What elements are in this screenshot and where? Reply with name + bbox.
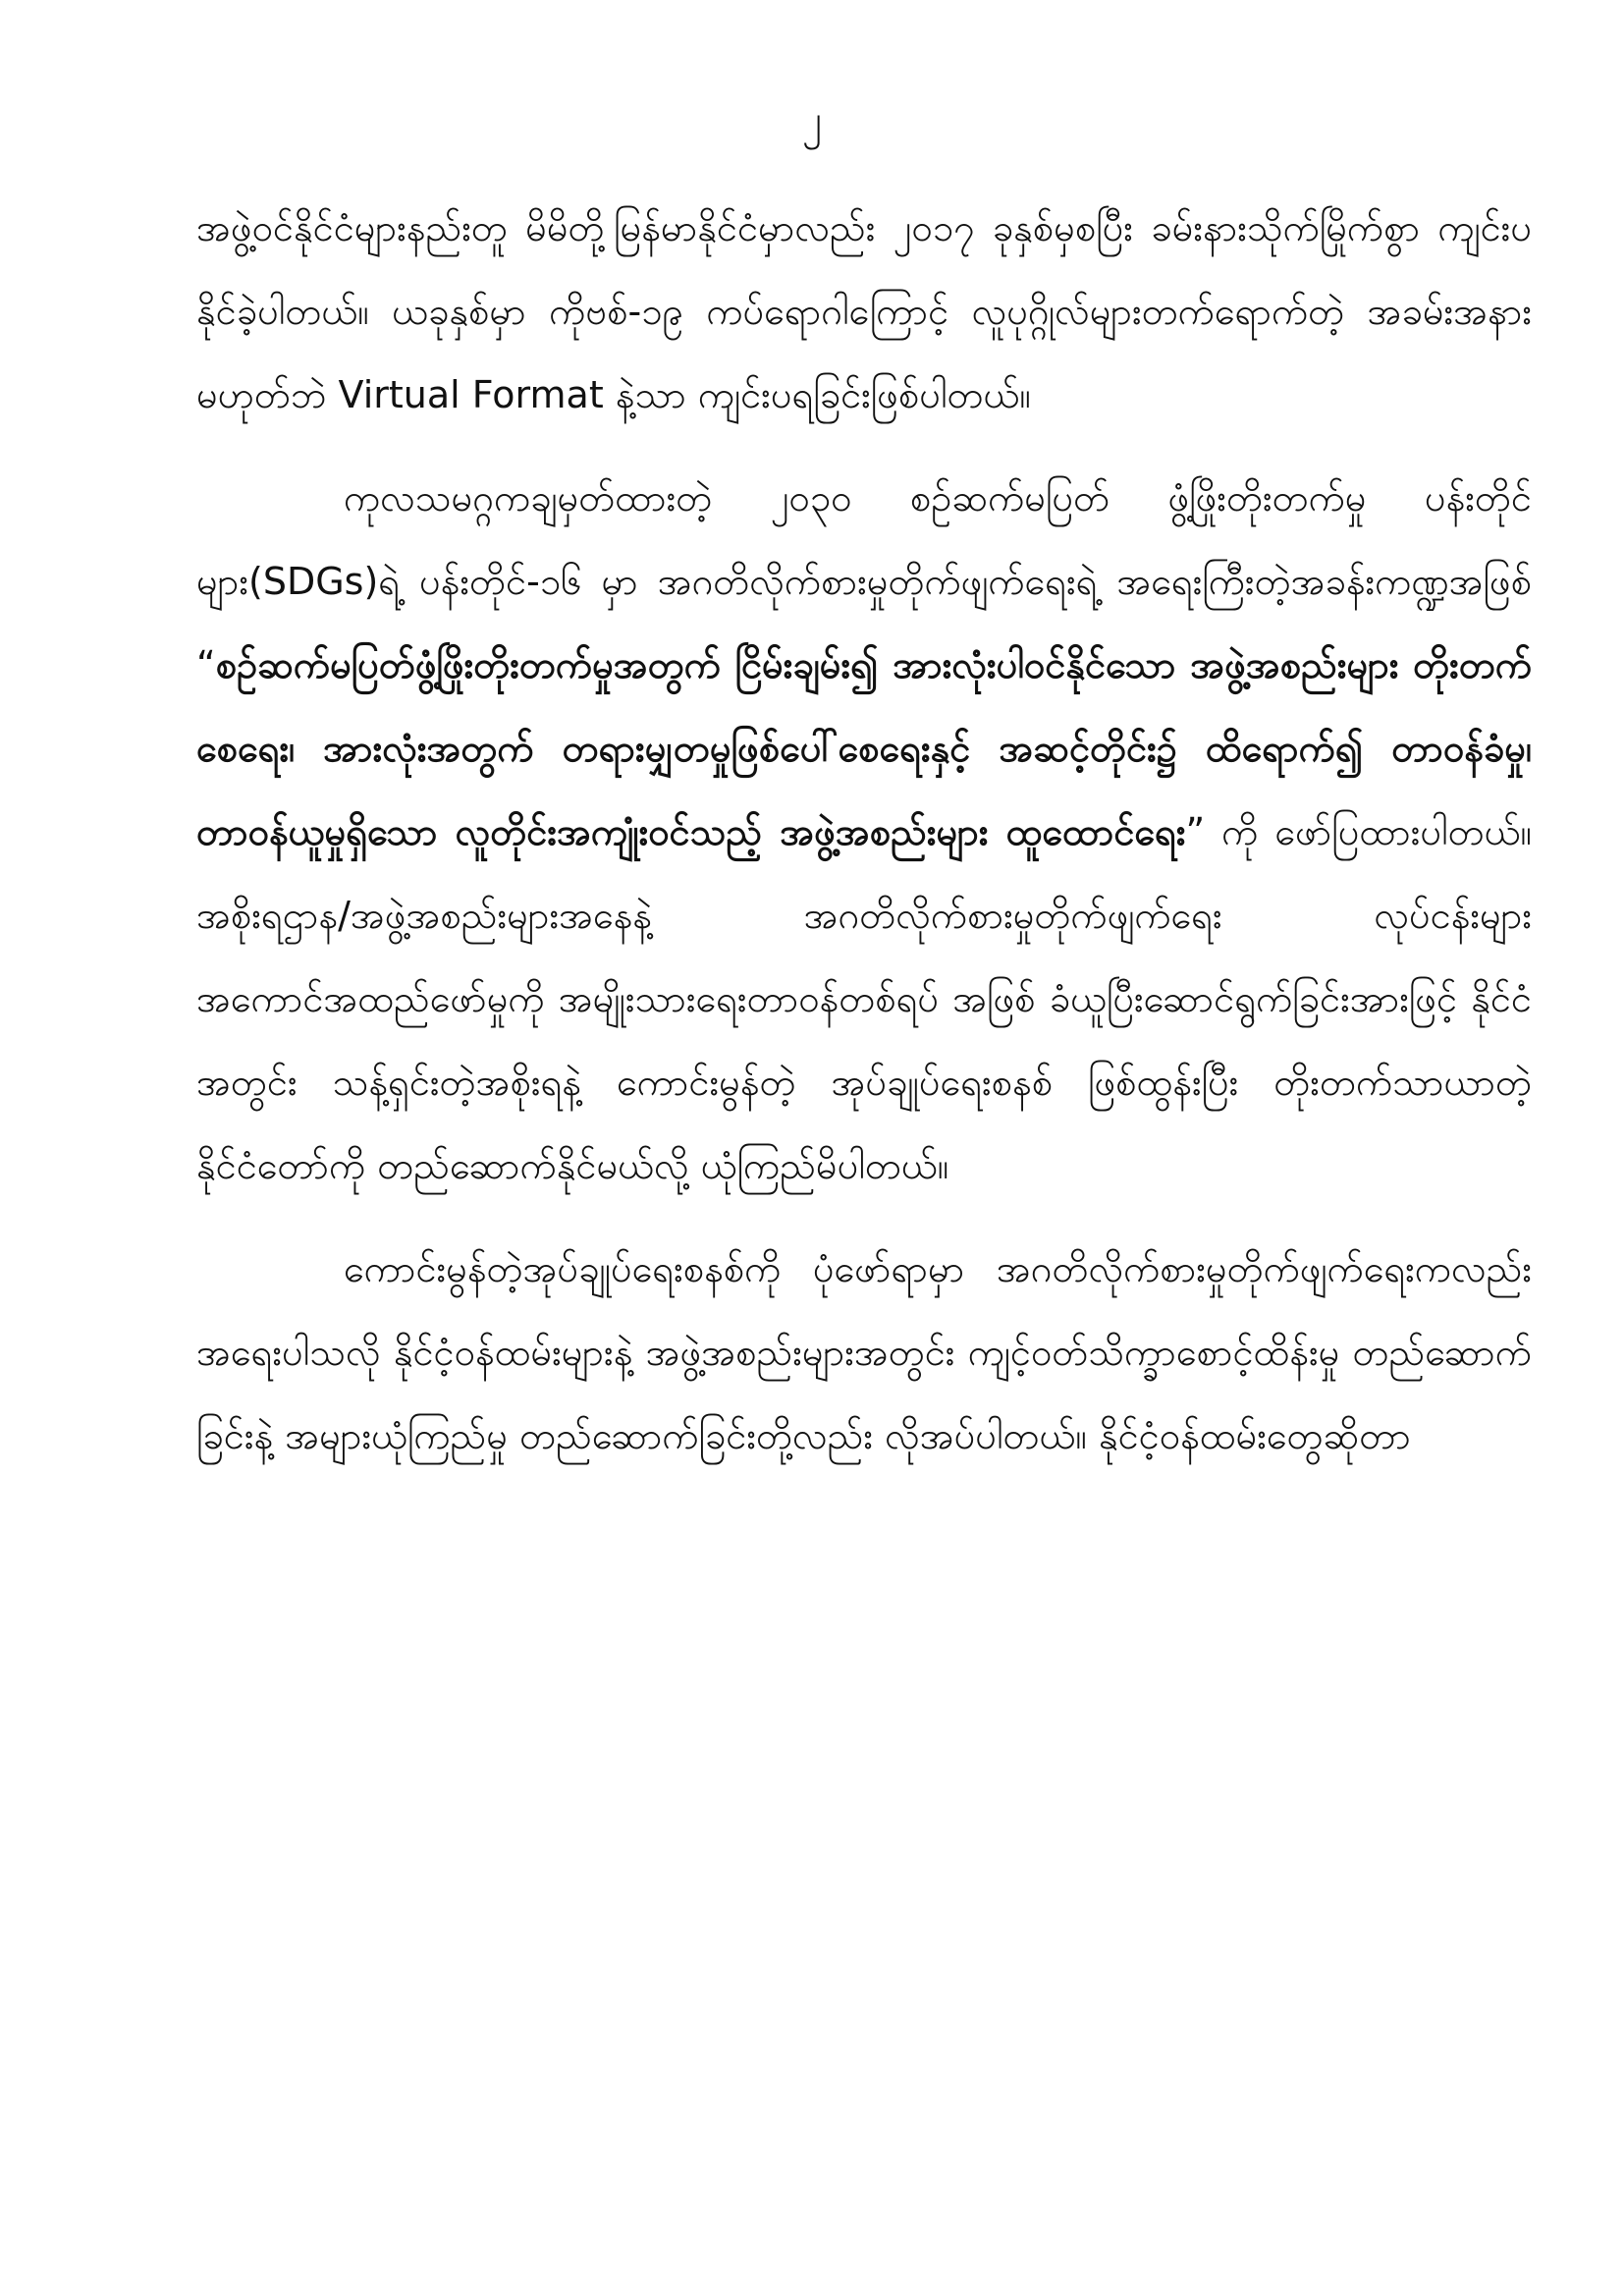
paragraph-2 xyxy=(196,457,1532,1208)
page-number: ၂ xyxy=(802,97,822,142)
paragraph-1: အဖွဲ့ဝင်နိုင်ငံများနည်းတူ မိမိတို့မြန်မာနိုင်ငံမှာလည်း ၂၀၁၇ ခုနှစ်မှစပြီး ခမ်းနားသိုက်မြိုက်စွာ ကျင်းပနိုင်ခဲ့ပါတယ်။ ယခုနှစ်မှာ ကိုဗစ်-၁၉ ကပ်ရောဂါကြောင့် လူပုဂ္ဂိုလ်များတက်ရောက်တဲ့ အခမ်းအနားမဟုတ်ဘဲ Virtual Format နဲ့သာ ကျင်းပရခြင်းဖြစ်ပါတယ်။ xyxy=(196,206,1532,416)
body-text xyxy=(196,187,1532,1478)
paragraph-2-continuation: ” ကို ဖော်ပြထားပါတယ်။ အစိုးရဌာန/အဖွဲ့အစည်းများအနေနဲ့ အဂတိလိုက်စားမှုတိုက်ဖျက်ရေး လုပ်ငန်းများ အကောင်အထည်ဖော်မှုကို အမျိုးသားရေးတာဝန်တစ်ရပ် အဖြစ် ခံယူပြီးဆောင်ရွက်ခြင်းအားဖြင့် နိုင်ငံအတွင်း သန့်ရှင်းတဲ့အစိုးရနဲ့ ကောင်းမွန်တဲ့ အုပ်ချုပ်ရေးစနစ် ဖြစ်ထွန်းပြီး တိုးတက်သာယာတဲ့ နိုင်ငံတော်ကို တည်ဆောက်နိုင်မယ်လို့ ယုံကြည်မိပါတယ်။ xyxy=(196,810,1533,1187)
sdg-16-quote: စဉ်ဆက်မပြတ်ဖွံ့ဖြိုးတိုးတက်မှုအတွက် ငြိမ်းချမ်း၍ အားလုံးပါဝင်နိုင်သော အဖွဲ့အစည်းများ တိုးတက်စေရေး၊ အားလုံးအတွက် တရားမျှတမှုဖြစ်ပေါ်စေရေးနှင့် အဆင့်တိုင်း၌ ထိရောက်၍ တာဝန်ခံမှု၊ တာဝန်ယူမှုရှိသော လူတိုင်းအကျုံးဝင်သည့် အဖွဲ့အစည်းများ ထူထောင်ရေး xyxy=(196,643,1532,853)
paragraph-2-intro: ကုလသမဂ္ဂကချမှတ်ထားတဲ့ ၂၀၃၀ စဉ်ဆက်မပြတ် ဖွံ့ဖြိုးတိုးတက်မှု ပန်းတိုင်များ(SDGs)ရဲ့ ပန်းတိုင်-၁၆ မှာ အဂတိလိုက်စားမှုတိုက်ဖျက်ရေးရဲ့ အရေးကြီးတဲ့အခန်းကဏ္ဍအဖြစ် “ xyxy=(196,476,1532,686)
paragraph-3: ကောင်းမွန်တဲ့အုပ်ချုပ်ရေးစနစ်ကို ပုံဖော်ရာမှာ အဂတိလိုက်စားမှုတိုက်ဖျက်ရေးကလည်း အရေးပါသလို နိုင်ငံ့ဝန်ထမ်းများနဲ့ အဖွဲ့အစည်းများအတွင်း ကျင့်ဝတ်သိက္ခာစောင့်ထိန်းမှု တည်ဆောက်ခြင်းနဲ့ အများယုံကြည်မှု တည်ဆောက်ခြင်းတို့လည်း လိုအပ်ပါတယ်။ နိုင်ငံ့ဝန်ထမ်းတွေဆိုတာ xyxy=(196,1247,1532,1457)
